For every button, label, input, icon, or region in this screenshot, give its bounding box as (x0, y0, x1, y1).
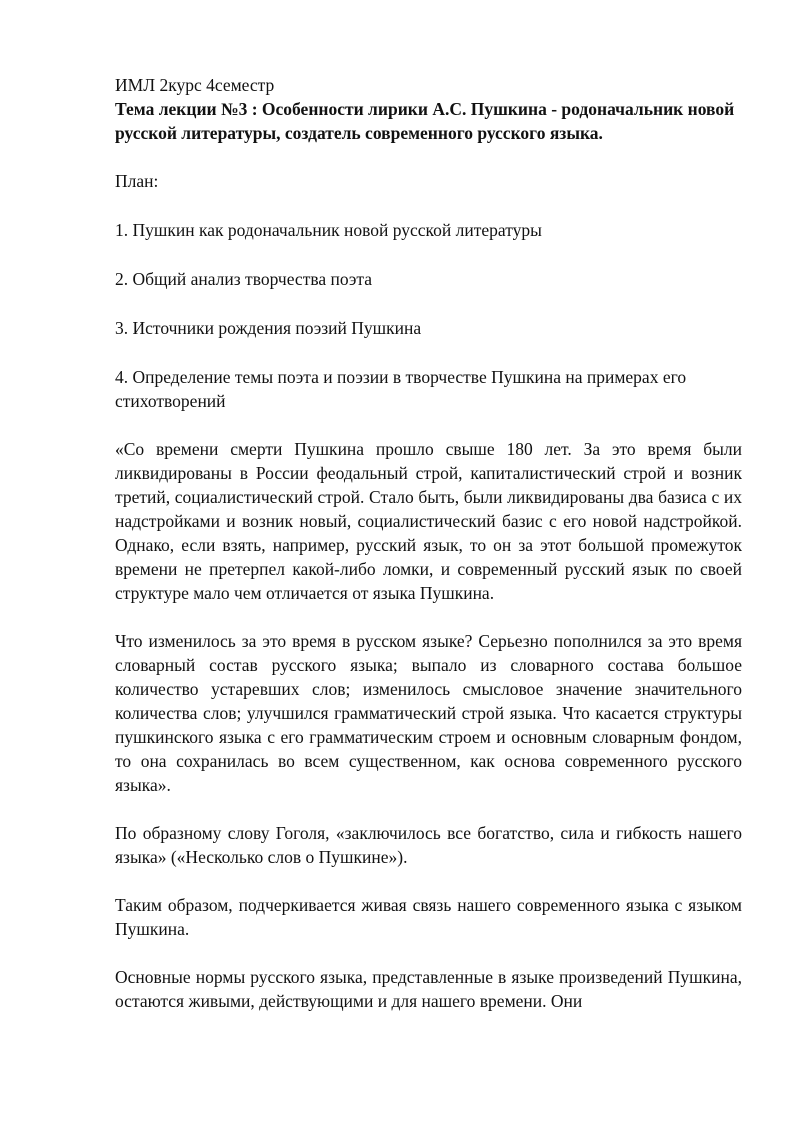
plan-item-4: 4. Определение темы поэта и поэзии в творчестве Пушкина на примерах его стихотворений (115, 367, 687, 411)
course-header: ИМЛ 2курс 4семестр (115, 75, 275, 95)
paragraph-connection: Таким образом, подчеркивается живая связь нашего современного языка с языком Пушкина. (115, 895, 742, 939)
document-page (115, 73, 742, 1013)
plan-item-1: 1. Пушкин как родоначальник новой русской литературы (115, 220, 542, 240)
plan-item-3: 3. Источники рождения поэзий Пушкина (115, 318, 422, 338)
plan-item-2: 2. Общий анализ творчества поэта (115, 269, 372, 289)
plan-list (115, 218, 742, 413)
paragraph-quote-end: Что изменилось за это время в русском языке? Серьезно пополнился за это время словарный состав русского языка; выпало из словарного состава большое количество устаревших слов; изменилось смысловое значение значительного количества слов; улучшился грамматический строй языка. Что касается структуры пушкинского языка с его грамматическим строем и основным словарным фондом, то она сохранилась во всем существенном, как основа современного русского языка». (115, 631, 742, 795)
paragraph-gogol: По образному слову Гоголя, «заключилось все богатство, сила и гибкость нашего языка» («Несколько слов о Пушкине»). (115, 823, 742, 867)
paragraph-quote-start: «Со времени смерти Пушкина прошло свыше 180 лет. За это время были ликвидированы в России феодальный строй, капиталистический строй и возник третий, социалистический строй. Стало быть, были ликвидированы два базиса с их надстройками и возник новый, социалистический базис с его новой надстройкой. Однако, если взять, например, русский язык, то он за этот большой промежуток времени не претерпел какой-либо ломки, и современный русский язык по своей структуре мало чем отличается от языка Пушкина. (115, 439, 742, 603)
paragraph-norms: Основные нормы русского языка, представленные в языке произведений Пушкина, остаются живыми, действующими и для нашего времени. Они (115, 967, 742, 1011)
plan-label: План: (115, 171, 159, 191)
lecture-title: Тема лекции №3 : Особенности лирики А.С. Пушкина - родоначальник новой русской литературы, создатель современного русского языка. (115, 99, 735, 143)
